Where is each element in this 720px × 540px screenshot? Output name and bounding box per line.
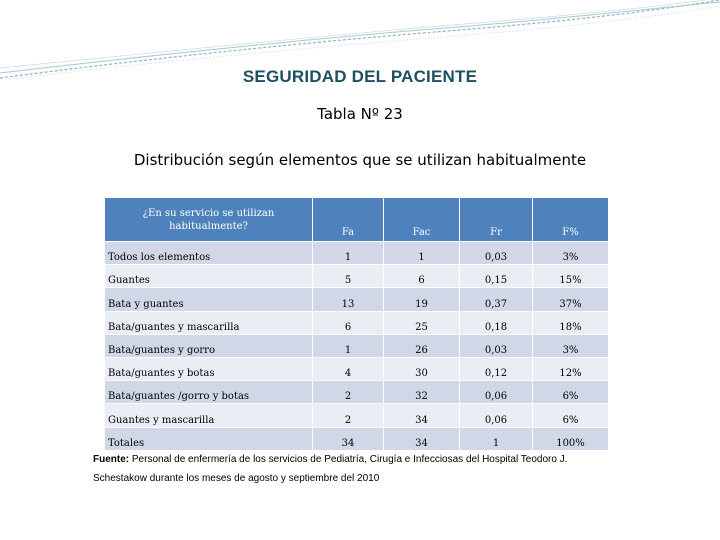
source-note bbox=[93, 450, 613, 488]
row-label: Bata/guantes /gorro y botas bbox=[105, 381, 313, 404]
cell-fpct: 3% bbox=[533, 242, 609, 265]
cell-fr: 0,18 bbox=[460, 311, 533, 334]
table-row bbox=[105, 311, 609, 334]
cell-fpct: 12% bbox=[533, 357, 609, 380]
table-row bbox=[105, 334, 609, 357]
cell-fpct: 15% bbox=[533, 265, 609, 288]
cell-fac: 6 bbox=[384, 265, 460, 288]
column-header-question: ¿En su servicio se utilizan habitualmente? bbox=[105, 198, 313, 242]
cell-fa: 2 bbox=[313, 381, 384, 404]
cell-fr: 1 bbox=[460, 427, 533, 450]
table-header-row bbox=[105, 198, 609, 242]
frequency-table bbox=[104, 197, 609, 451]
cell-fpct: 100% bbox=[533, 427, 609, 450]
table-number: Tabla Nº 23 bbox=[317, 105, 403, 123]
table-row bbox=[105, 357, 609, 380]
table-row bbox=[105, 288, 609, 311]
source-label: Fuente: bbox=[93, 454, 130, 465]
cell-fac: 1 bbox=[384, 242, 460, 265]
cell-fac: 26 bbox=[384, 334, 460, 357]
cell-fpct: 6% bbox=[533, 404, 609, 427]
cell-fac: 34 bbox=[384, 404, 460, 427]
cell-fr: 0,03 bbox=[460, 242, 533, 265]
cell-fa: 5 bbox=[313, 265, 384, 288]
cell-fr: 0,06 bbox=[460, 404, 533, 427]
table-row bbox=[105, 404, 609, 427]
cell-fpct: 6% bbox=[533, 381, 609, 404]
cell-fa: 4 bbox=[313, 357, 384, 380]
cell-fpct: 37% bbox=[533, 288, 609, 311]
row-label: Bata/guantes y botas bbox=[105, 357, 313, 380]
page-title: SEGURIDAD DEL PACIENTE bbox=[242, 67, 478, 86]
cell-fr: 0,12 bbox=[460, 357, 533, 380]
row-label: Guantes bbox=[105, 265, 313, 288]
cell-fac: 25 bbox=[384, 311, 460, 334]
column-header-fac: Fac bbox=[384, 198, 460, 242]
cell-fa: 13 bbox=[313, 288, 384, 311]
row-label: Bata/guantes y gorro bbox=[105, 334, 313, 357]
cell-fr: 0,15 bbox=[460, 265, 533, 288]
cell-fa: 2 bbox=[313, 404, 384, 427]
cell-fac: 34 bbox=[384, 427, 460, 450]
row-label: Guantes y mascarilla bbox=[105, 404, 313, 427]
cell-fr: 0,37 bbox=[460, 288, 533, 311]
source-text: Personal de enfermería de los servicios de Pediatría, Cirugía e Infecciosas del Hospital Teodoro J. Schestakow durante los meses de agosto y septiembre del 2010 bbox=[93, 454, 568, 484]
cell-fa: 1 bbox=[313, 242, 384, 265]
table-row bbox=[105, 242, 609, 265]
cell-fa: 1 bbox=[313, 334, 384, 357]
cell-fpct: 3% bbox=[533, 334, 609, 357]
column-header-fpct: F% bbox=[533, 198, 609, 242]
row-label: Bata y guantes bbox=[105, 288, 313, 311]
row-label: Totales bbox=[105, 427, 313, 450]
column-header-fa: Fa bbox=[313, 198, 384, 242]
cell-fac: 30 bbox=[384, 357, 460, 380]
column-header-fr: Fr bbox=[460, 198, 533, 242]
cell-fac: 19 bbox=[384, 288, 460, 311]
table-caption: Distribución según elementos que se utilizan habitualmente bbox=[133, 151, 587, 169]
cell-fr: 0,03 bbox=[460, 334, 533, 357]
cell-fpct: 18% bbox=[533, 311, 609, 334]
cell-fac: 32 bbox=[384, 381, 460, 404]
cell-fa: 34 bbox=[313, 427, 384, 450]
cell-fa: 6 bbox=[313, 311, 384, 334]
table-row bbox=[105, 265, 609, 288]
cell-fr: 0,06 bbox=[460, 381, 533, 404]
row-label: Bata/guantes y mascarilla bbox=[105, 311, 313, 334]
table-row bbox=[105, 381, 609, 404]
row-label: Todos los elementos bbox=[105, 242, 313, 265]
table-row-totals bbox=[105, 427, 609, 450]
